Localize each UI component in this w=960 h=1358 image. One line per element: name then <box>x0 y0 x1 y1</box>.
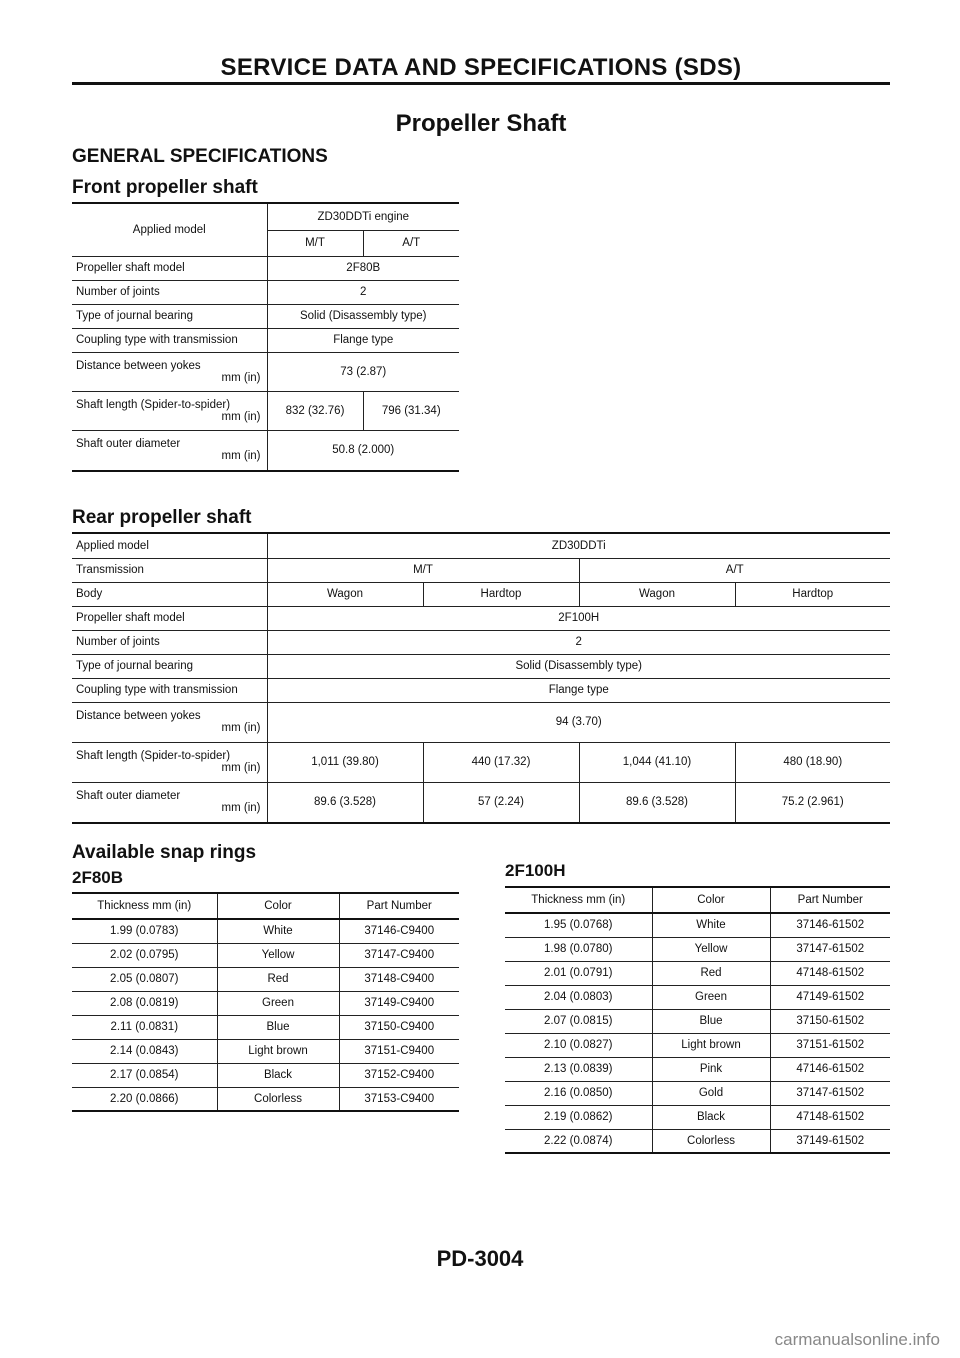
color-cell: Gold <box>652 1081 770 1105</box>
row-value: ZD30DDTi <box>267 533 890 558</box>
row-unit: mm (in) <box>221 371 261 384</box>
row-label-text: Distance between yokes <box>76 359 201 372</box>
table-row <box>72 280 459 304</box>
row-label <box>72 430 267 471</box>
thickness-cell: 1.99 (0.0783) <box>72 919 217 943</box>
table-row <box>72 304 459 328</box>
snap-2f80b-heading: 2F80B <box>72 868 124 887</box>
table-row <box>72 630 890 654</box>
row-label <box>72 352 267 391</box>
table-row <box>72 256 459 280</box>
diameter-cell: 89.6 (3.528) <box>267 782 423 823</box>
snap-rings-heading: Available snap rings <box>72 842 257 863</box>
row-label: Coupling type with transmission <box>72 678 267 702</box>
table-row <box>72 391 459 430</box>
row-value: 73 (2.87) <box>267 352 459 391</box>
table-row <box>505 1057 890 1081</box>
color-header: Color <box>217 893 339 919</box>
engine-cell: ZD30DDTi engine <box>267 203 459 230</box>
row-label: Body <box>72 582 267 606</box>
color-cell: Light brown <box>652 1033 770 1057</box>
thickness-cell: 2.14 (0.0843) <box>72 1039 217 1063</box>
row-unit: mm (in) <box>221 802 261 815</box>
row-label <box>72 782 267 823</box>
color-cell: Black <box>652 1105 770 1129</box>
thickness-cell: 2.07 (0.0815) <box>505 1009 652 1033</box>
row-label: Propeller shaft model <box>72 606 267 630</box>
color-cell: Red <box>652 961 770 985</box>
table-row <box>72 352 459 391</box>
thickness-cell: 2.10 (0.0827) <box>505 1033 652 1057</box>
thickness-header: Thickness mm (in) <box>505 887 652 913</box>
color-cell: Colorless <box>217 1087 339 1111</box>
table-row <box>505 1105 890 1129</box>
row-value: 94 (3.70) <box>267 702 890 742</box>
color-cell: Pink <box>652 1057 770 1081</box>
table-row <box>72 533 890 558</box>
row-label-text: Shaft length (Spider-to-spider) <box>76 750 231 762</box>
applied-model-label: Applied model <box>72 203 267 256</box>
thickness-cell: 2.02 (0.0795) <box>72 943 217 967</box>
row-unit: mm (in) <box>221 722 261 734</box>
part-number-cell: 37150-61502 <box>770 1009 890 1033</box>
row-label-text: Shaft length (Spider-to-spider) <box>76 398 231 411</box>
row-label-text: Shaft outer diameter <box>76 438 181 451</box>
body-cell: Wagon <box>579 582 735 606</box>
color-header: Color <box>652 887 770 913</box>
row-label: Type of journal bearing <box>72 654 267 678</box>
body-cell: Wagon <box>267 582 423 606</box>
table-row <box>505 1129 890 1153</box>
table-row <box>505 887 890 913</box>
table-row <box>72 943 459 967</box>
color-cell: Yellow <box>217 943 339 967</box>
rear-propeller-table <box>72 532 890 824</box>
row-label: Number of joints <box>72 630 267 654</box>
color-cell: Red <box>217 967 339 991</box>
table-row <box>72 742 890 782</box>
table-row <box>72 606 890 630</box>
part-number-cell: 37150-C9400 <box>339 1015 459 1039</box>
part-number-cell: 37148-C9400 <box>339 967 459 991</box>
watermark: carmanualsonline.info <box>774 1330 940 1349</box>
thickness-cell: 2.22 (0.0874) <box>505 1129 652 1153</box>
general-specifications-heading: GENERAL SPECIFICATIONS <box>72 146 328 167</box>
length-cell: 440 (17.32) <box>423 742 579 782</box>
front-propeller-table <box>72 202 459 472</box>
thickness-cell: 2.11 (0.0831) <box>72 1015 217 1039</box>
snap-2f80b-table <box>72 892 459 1112</box>
row-label: Number of joints <box>72 280 267 304</box>
part-number-header: Part Number <box>770 887 890 913</box>
mt-value: 832 (32.76) <box>267 391 363 430</box>
mt-header: M/T <box>267 230 363 256</box>
at-header: A/T <box>579 558 890 582</box>
table-row <box>72 328 459 352</box>
color-cell: Light brown <box>217 1039 339 1063</box>
thickness-cell: 2.17 (0.0854) <box>72 1063 217 1087</box>
part-number-cell: 37152-C9400 <box>339 1063 459 1087</box>
diameter-cell: 75.2 (2.961) <box>735 782 890 823</box>
table-row <box>72 1039 459 1063</box>
row-value: Flange type <box>267 678 890 702</box>
page-number: PD-3004 <box>436 1246 524 1271</box>
at-header: A/T <box>363 230 459 256</box>
part-number-cell: 37146-61502 <box>770 913 890 937</box>
part-number-cell: 37149-61502 <box>770 1129 890 1153</box>
part-number-cell: 47146-61502 <box>770 1057 890 1081</box>
color-cell: Yellow <box>652 937 770 961</box>
row-label: Coupling type with transmission <box>72 328 267 352</box>
table-row <box>72 678 890 702</box>
row-label: Type of journal bearing <box>72 304 267 328</box>
snap-2f100h-table <box>505 886 890 1154</box>
color-cell: White <box>652 913 770 937</box>
thickness-cell: 2.04 (0.0803) <box>505 985 652 1009</box>
mt-header: M/T <box>267 558 579 582</box>
rear-propeller-heading: Rear propeller shaft <box>72 507 252 528</box>
table-row <box>72 654 890 678</box>
body-cell: Hardtop <box>423 582 579 606</box>
row-label: Propeller shaft model <box>72 256 267 280</box>
thickness-cell: 2.16 (0.0850) <box>505 1081 652 1105</box>
color-cell: Green <box>217 991 339 1015</box>
row-unit: mm (in) <box>221 410 261 423</box>
table-row <box>505 1081 890 1105</box>
table-row <box>72 203 459 230</box>
row-value: Flange type <box>267 328 459 352</box>
length-cell: 1,011 (39.80) <box>267 742 423 782</box>
snap-2f100h-heading: 2F100H <box>505 861 566 880</box>
color-cell: Colorless <box>652 1129 770 1153</box>
table-row <box>72 967 459 991</box>
table-row <box>72 1063 459 1087</box>
diameter-cell: 89.6 (3.528) <box>579 782 735 823</box>
row-value: 2F80B <box>267 256 459 280</box>
table-row <box>72 782 890 823</box>
row-label <box>72 391 267 430</box>
color-cell: White <box>217 919 339 943</box>
thickness-cell: 2.20 (0.0866) <box>72 1087 217 1111</box>
thickness-cell: 2.19 (0.0862) <box>505 1105 652 1129</box>
part-number-cell: 47149-61502 <box>770 985 890 1009</box>
table-row <box>72 1087 459 1111</box>
part-number-cell: 47148-61502 <box>770 961 890 985</box>
row-value: 2 <box>267 630 890 654</box>
row-unit: mm (in) <box>221 762 261 774</box>
table-row <box>505 961 890 985</box>
row-label-text: Shaft outer diameter <box>76 790 181 803</box>
table-row <box>505 1033 890 1057</box>
part-number-cell: 37147-61502 <box>770 1081 890 1105</box>
row-value: 2 <box>267 280 459 304</box>
color-cell: Green <box>652 985 770 1009</box>
row-label <box>72 742 267 782</box>
row-value: Solid (Disassembly type) <box>267 304 459 328</box>
section-header: SERVICE DATA AND SPECIFICATIONS (SDS) <box>220 54 742 81</box>
row-label: Applied model <box>72 533 267 558</box>
part-number-cell: 47148-61502 <box>770 1105 890 1129</box>
color-cell: Black <box>217 1063 339 1087</box>
table-row <box>72 582 890 606</box>
thickness-cell: 2.13 (0.0839) <box>505 1057 652 1081</box>
table-row <box>72 991 459 1015</box>
thickness-cell: 1.98 (0.0780) <box>505 937 652 961</box>
row-label <box>72 702 267 742</box>
table-row <box>72 430 459 471</box>
part-number-cell: 37146-C9400 <box>339 919 459 943</box>
at-value: 796 (31.34) <box>363 391 459 430</box>
part-number-cell: 37151-C9400 <box>339 1039 459 1063</box>
table-row <box>505 985 890 1009</box>
row-label: Transmission <box>72 558 267 582</box>
body-cell: Hardtop <box>735 582 890 606</box>
length-cell: 1,044 (41.10) <box>579 742 735 782</box>
page-title: Propeller Shaft <box>395 110 567 137</box>
part-number-cell: 37147-C9400 <box>339 943 459 967</box>
table-row <box>72 1015 459 1039</box>
row-label-text: Distance between yokes <box>76 710 201 722</box>
part-number-header: Part Number <box>339 893 459 919</box>
row-unit: mm (in) <box>221 450 261 463</box>
row-value: Solid (Disassembly type) <box>267 654 890 678</box>
table-row <box>505 1009 890 1033</box>
table-row <box>505 937 890 961</box>
color-cell: Blue <box>652 1009 770 1033</box>
table-row <box>72 702 890 742</box>
thickness-header: Thickness mm (in) <box>72 893 217 919</box>
thickness-cell: 1.95 (0.0768) <box>505 913 652 937</box>
thickness-cell: 2.05 (0.0807) <box>72 967 217 991</box>
front-propeller-heading: Front propeller shaft <box>72 177 258 198</box>
table-row <box>72 919 459 943</box>
table-row <box>505 913 890 937</box>
part-number-cell: 37151-61502 <box>770 1033 890 1057</box>
thickness-cell: 2.01 (0.0791) <box>505 961 652 985</box>
row-value: 2F100H <box>267 606 890 630</box>
length-cell: 480 (18.90) <box>735 742 890 782</box>
color-cell: Blue <box>217 1015 339 1039</box>
part-number-cell: 37147-61502 <box>770 937 890 961</box>
thickness-cell: 2.08 (0.0819) <box>72 991 217 1015</box>
part-number-cell: 37153-C9400 <box>339 1087 459 1111</box>
table-row <box>72 893 459 919</box>
table-row <box>72 558 890 582</box>
row-value: 50.8 (2.000) <box>267 430 459 471</box>
part-number-cell: 37149-C9400 <box>339 991 459 1015</box>
diameter-cell: 57 (2.24) <box>423 782 579 823</box>
header-rule <box>72 82 890 85</box>
